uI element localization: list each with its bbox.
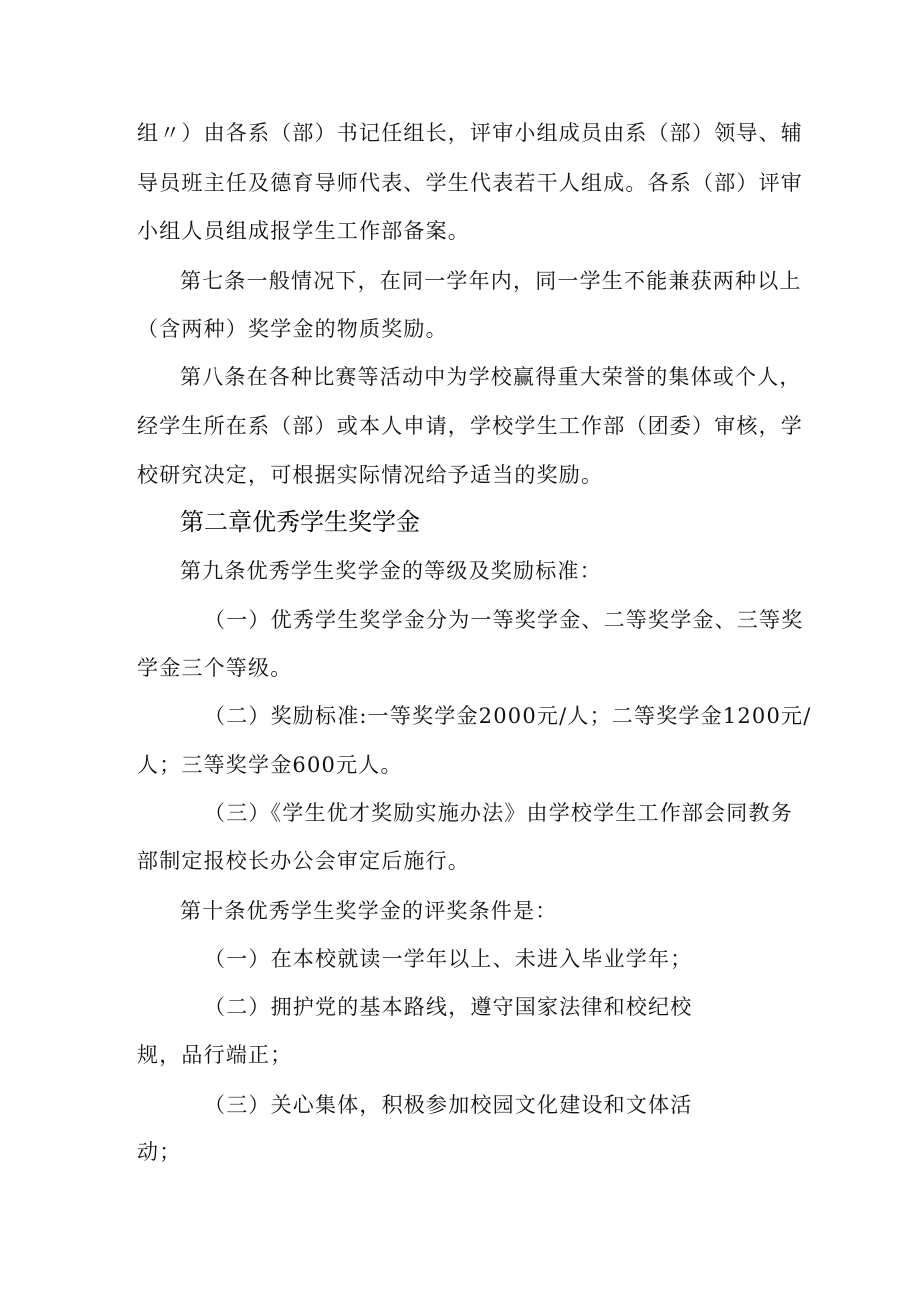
- chapter-heading: 第二章优秀学生奖学金: [180, 508, 420, 536]
- article-9-item-1-line-2: 学金三个等级。: [137, 656, 293, 680]
- article-8-line-2: 经学生所在系（部）或本人申请，学校学生工作部（团委）审核，学: [137, 414, 803, 438]
- article-10-item-1: （一）在本校就读一学年以上、未进入毕业学年；: [204, 947, 693, 971]
- article-9-item-2-line-1: （二）奖励标准:一等奖学金2000元/人；二等奖学金1200元/: [204, 704, 812, 728]
- article-7-line-2: （含两种）奖学金的物质奖励。: [137, 317, 448, 341]
- article-10-item-2-line-2: 规，品行端正；: [137, 1043, 293, 1067]
- article-9-line-1: 第九条优秀学生奖学金的等级及奖励标准：: [180, 559, 602, 583]
- article-9-item-1-line-1: （一）优秀学生奖学金分为一等奖学金、二等奖学金、三等奖: [204, 608, 804, 632]
- text-line-1: 组〃）由各系（部）书记任组长，评审小组成员由系（部）领导、辅: [137, 121, 803, 145]
- article-9-item-3-line-2: 部制定报校长办公会审定后施行。: [137, 849, 470, 873]
- article-9-item-3-line-1: （三）《学生优才奖励实施办法》由学校学生工作部会同教务: [204, 801, 793, 825]
- article-9-item-2-line-2: 人；三等奖学金600元人。: [137, 753, 403, 777]
- text-line-2: 导员班主任及德育导师代表、学生代表若干人组成。各系（部）评审: [137, 171, 803, 195]
- article-10-item-3-line-1: （三）关心集体，积极参加校园文化建设和文体活: [204, 1093, 693, 1117]
- article-7-line-1: 第七条一般情况下，在同一学年内，同一学生不能兼获两种以上: [180, 269, 802, 293]
- article-10-item-3-line-2: 动；: [137, 1140, 182, 1164]
- article-10-item-2-line-1: （二）拥护党的基本路线，遵守国家法律和校纪校: [204, 995, 693, 1019]
- article-10-line-1: 第十条优秀学生奖学金的评奖条件是：: [180, 899, 558, 923]
- article-8-line-3: 校研究决定，可根据实际情况给予适当的奖励。: [137, 463, 604, 487]
- text-line-3: 小组人员组成报学生工作部备案。: [137, 219, 470, 243]
- article-8-line-1: 第八条在各种比赛等活动中为学校赢得重大荣誉的集体或个人，: [180, 365, 802, 389]
